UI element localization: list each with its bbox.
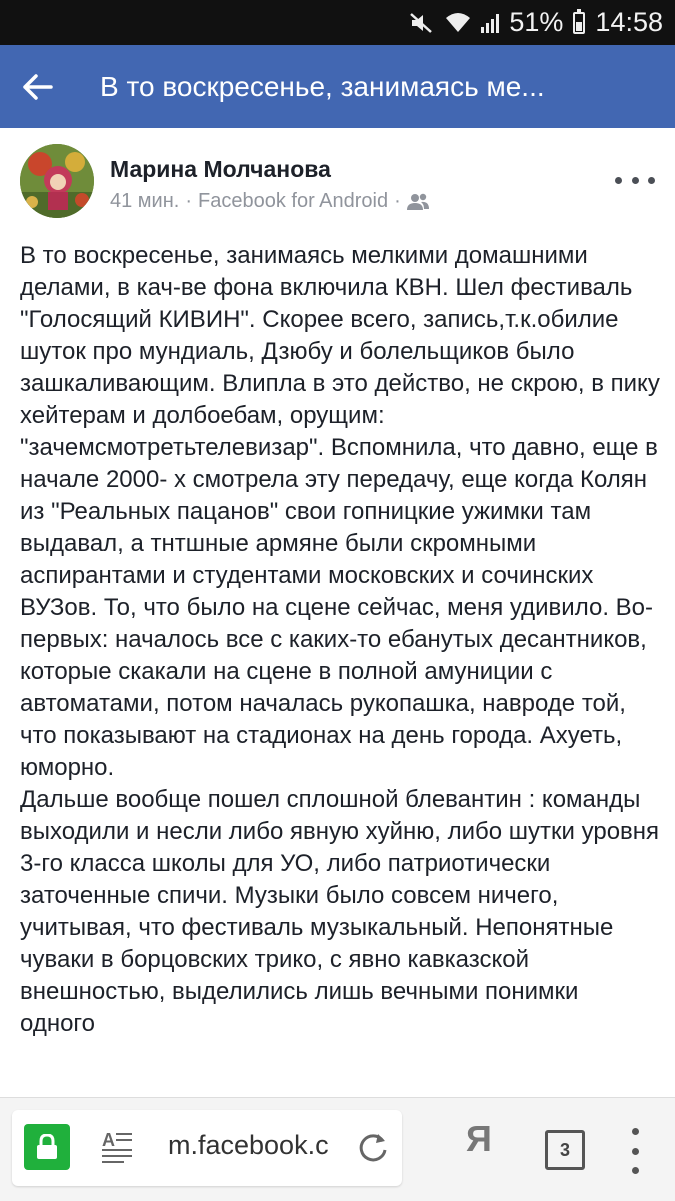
secure-lock-icon[interactable] bbox=[24, 1124, 70, 1170]
meta-separator: · bbox=[185, 190, 192, 212]
dot-icon bbox=[632, 1148, 639, 1155]
post-source: Facebook for Android bbox=[198, 190, 389, 212]
reader-mode-icon[interactable] bbox=[100, 1128, 136, 1164]
post-text bbox=[20, 240, 660, 1040]
title-bar bbox=[0, 45, 675, 128]
post-paragraph: Дальше вообще пошел сплошной блевантин : команды выходили и несли либо явную хуйню, либо шутки уровня 3-го класса школы для УО, либо патриотически заточенные спичи. Музыки было совсем ничего, учитывая, что фестиваль музыкальный. Непонятные чуваки в борцовских трико, с явно кавказской внешностью, выделились лишь вечными понимки одного bbox=[20, 786, 660, 1037]
author-name[interactable]: Марина Молчанова bbox=[110, 156, 331, 182]
status-icons bbox=[409, 0, 663, 45]
dot-icon bbox=[615, 177, 622, 184]
clock: 14:58 bbox=[595, 7, 663, 37]
browser-toolbar bbox=[0, 1097, 675, 1201]
arrow-left-icon bbox=[23, 74, 53, 100]
dot-icon bbox=[648, 177, 655, 184]
post-header bbox=[0, 128, 675, 228]
back-button[interactable] bbox=[0, 45, 76, 128]
mute-icon bbox=[409, 11, 435, 35]
post-meta bbox=[110, 190, 429, 213]
more-options-button[interactable] bbox=[615, 168, 655, 192]
svg-text:A: A bbox=[102, 1130, 115, 1150]
post-paragraph: В то воскресенье, занимаясь мелкими домашними делами, в кач-ве фона включила КВН. Шел фестиваль "Голосящий КИВИН". Скорее всего, запись,т.к.обилие шуток про мундиаль, Дзюбу и болельщиков было зашкаливающим. Влипла в это действо, не скрою, в пику хейтерам и долбоебам, орущим: "зачемсмотретьтелевизар". Вспомнила, что давно, еще в начале 2000- х смотрела эту передачу, еще когда Колян из "Реальных пацанов" свои гопницкие ужимки там выдавал, а тнтшные армяне были скромными аспирантами и студентами московских и сочинских ВУЗов. То, что было на сцене сейчас, меня удивило. Во-первых: началось все с каких-то ебанутых десантников, которые скакали на сцене в полной амуниции с автоматами, потом началась рукопашка, навроде той, что показывают на стадионах на день города. Ахуеть, юморно. bbox=[20, 242, 660, 781]
url-text[interactable]: m.facebook.c bbox=[168, 1130, 329, 1160]
tabs-button[interactable]: 3 bbox=[545, 1130, 585, 1170]
wifi-icon bbox=[445, 12, 471, 34]
dot-icon bbox=[632, 1128, 639, 1135]
status-bar bbox=[0, 0, 675, 45]
content-fade bbox=[0, 1075, 675, 1097]
battery-icon bbox=[573, 12, 585, 34]
page-title: В то воскресенье, занимаясь ме... bbox=[100, 70, 545, 102]
address-bar[interactable] bbox=[12, 1110, 402, 1186]
meta-separator-2: · bbox=[394, 190, 401, 212]
reload-icon[interactable] bbox=[356, 1130, 390, 1164]
post-time[interactable]: 41 мин. bbox=[110, 190, 180, 212]
dot-icon bbox=[632, 1167, 639, 1174]
yandex-button[interactable]: Я bbox=[466, 1118, 492, 1159]
dot-icon bbox=[632, 177, 639, 184]
avatar[interactable] bbox=[20, 144, 94, 218]
browser-menu-button[interactable] bbox=[630, 1128, 640, 1174]
friends-icon bbox=[407, 193, 429, 211]
signal-icon bbox=[481, 13, 499, 33]
battery-percent: 51% bbox=[509, 7, 564, 37]
